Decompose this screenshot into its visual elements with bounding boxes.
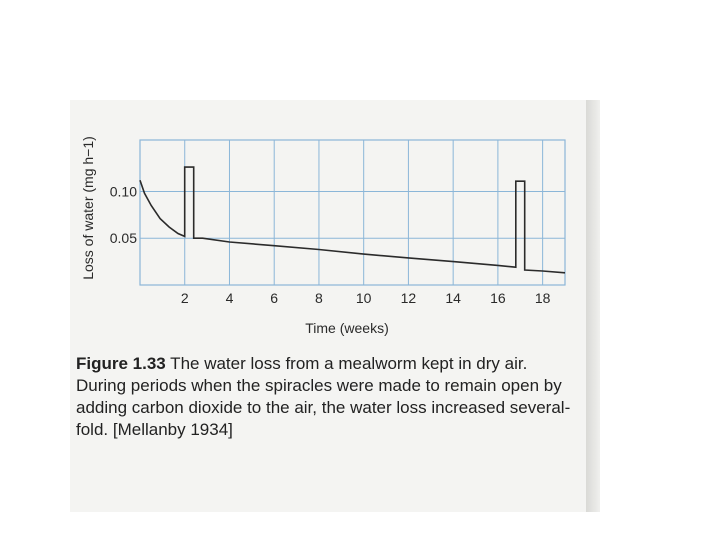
- x-tick-label: 18: [534, 290, 551, 306]
- y-axis-label: Loss of water (mg h−1): [80, 136, 96, 280]
- x-tick-label: 4: [225, 290, 234, 306]
- plot-frame: [140, 140, 565, 285]
- x-tick-label: 6: [270, 290, 279, 306]
- caption-figure-number: Figure 1.33: [76, 354, 166, 373]
- x-tick-labels: [181, 290, 551, 306]
- chart-series-layer: [140, 167, 565, 273]
- x-tick-label: 10: [355, 290, 372, 306]
- x-axis-label: Time (weeks): [305, 320, 389, 336]
- water-loss-line: [140, 167, 565, 273]
- x-tick-label: 12: [400, 290, 417, 306]
- x-tick-label: 14: [445, 290, 461, 306]
- y-tick-label: 0.05: [109, 230, 137, 247]
- x-tick-label: 8: [315, 290, 323, 306]
- y-tick-label: 0.10: [109, 183, 137, 200]
- x-tick-label: 16: [490, 290, 506, 306]
- x-tick-label: 2: [180, 290, 189, 306]
- figure-caption: [76, 353, 576, 441]
- caption-text: The water loss from a mealworm kept in dry air. During periods when the spiracles were made to remain open by adding carbon dioxide to the air, the water loss increased several-fold. [Mellanby 1934]: [76, 354, 571, 439]
- chart-grid: [140, 140, 565, 285]
- y-tick-labels: [110, 183, 137, 246]
